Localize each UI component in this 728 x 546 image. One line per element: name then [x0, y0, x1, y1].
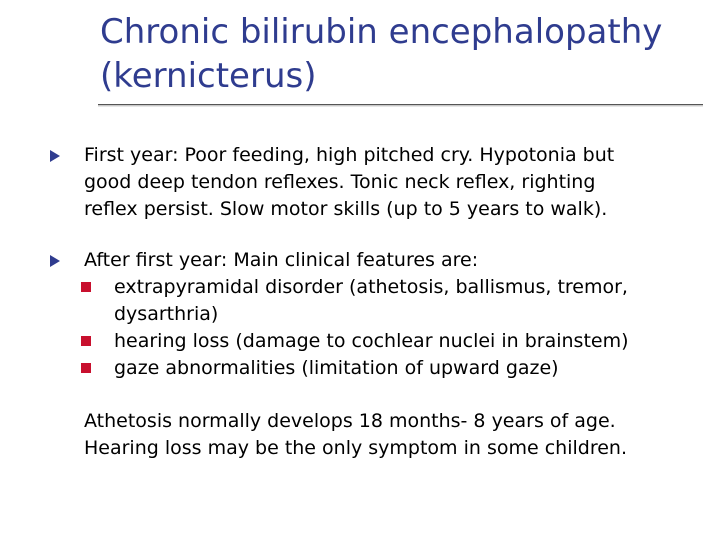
bullet-text-line: good deep tendon reflexes. Tonic neck reflex, righting [84, 171, 596, 193]
sub-bullet-text-line: extrapyramidal disorder (athetosis, ballismus, tremor, [114, 276, 628, 298]
square-bullet-icon [81, 363, 91, 373]
sub-bullet-hearing-loss [50, 328, 720, 355]
bullet-text-line: First year: Poor feeding, high pitched cry. Hypotonia but [84, 144, 615, 166]
sub-bullet-text-line: gaze abnormalities (limitation of upward gaze) [114, 357, 559, 379]
bullet-item-after-first-year [50, 247, 720, 274]
sub-bullet-extrapyramidal [50, 274, 720, 328]
closing-note [50, 408, 720, 462]
triangle-bullet-icon [50, 255, 60, 267]
sub-bullet-gaze [50, 355, 720, 382]
slide-title [100, 10, 710, 98]
title-divider [98, 104, 703, 105]
square-bullet-icon [81, 336, 91, 346]
sub-bullet-text-line: hearing loss (damage to cochlear nuclei in brainstem) [114, 330, 629, 352]
slide-body [50, 142, 720, 462]
square-bullet-icon [81, 282, 91, 292]
triangle-bullet-icon [50, 150, 60, 162]
bullet-text-line: reflex persist. Slow motor skills (up to 5 years to walk). [84, 198, 608, 220]
note-text-line: Athetosis normally develops 18 months- 8 years of age. [84, 410, 616, 432]
bullet-text-line: After first year: Main clinical features are: [84, 249, 479, 271]
title-line-1: Chronic bilirubin encephalopathy [100, 12, 663, 52]
note-text-line: Hearing loss may be the only symptom in some children. [84, 437, 627, 459]
sub-bullet-text-line: dysarthria) [114, 303, 219, 325]
bullet-item-first-year [50, 142, 720, 223]
title-line-2: (kernicterus) [100, 56, 317, 96]
